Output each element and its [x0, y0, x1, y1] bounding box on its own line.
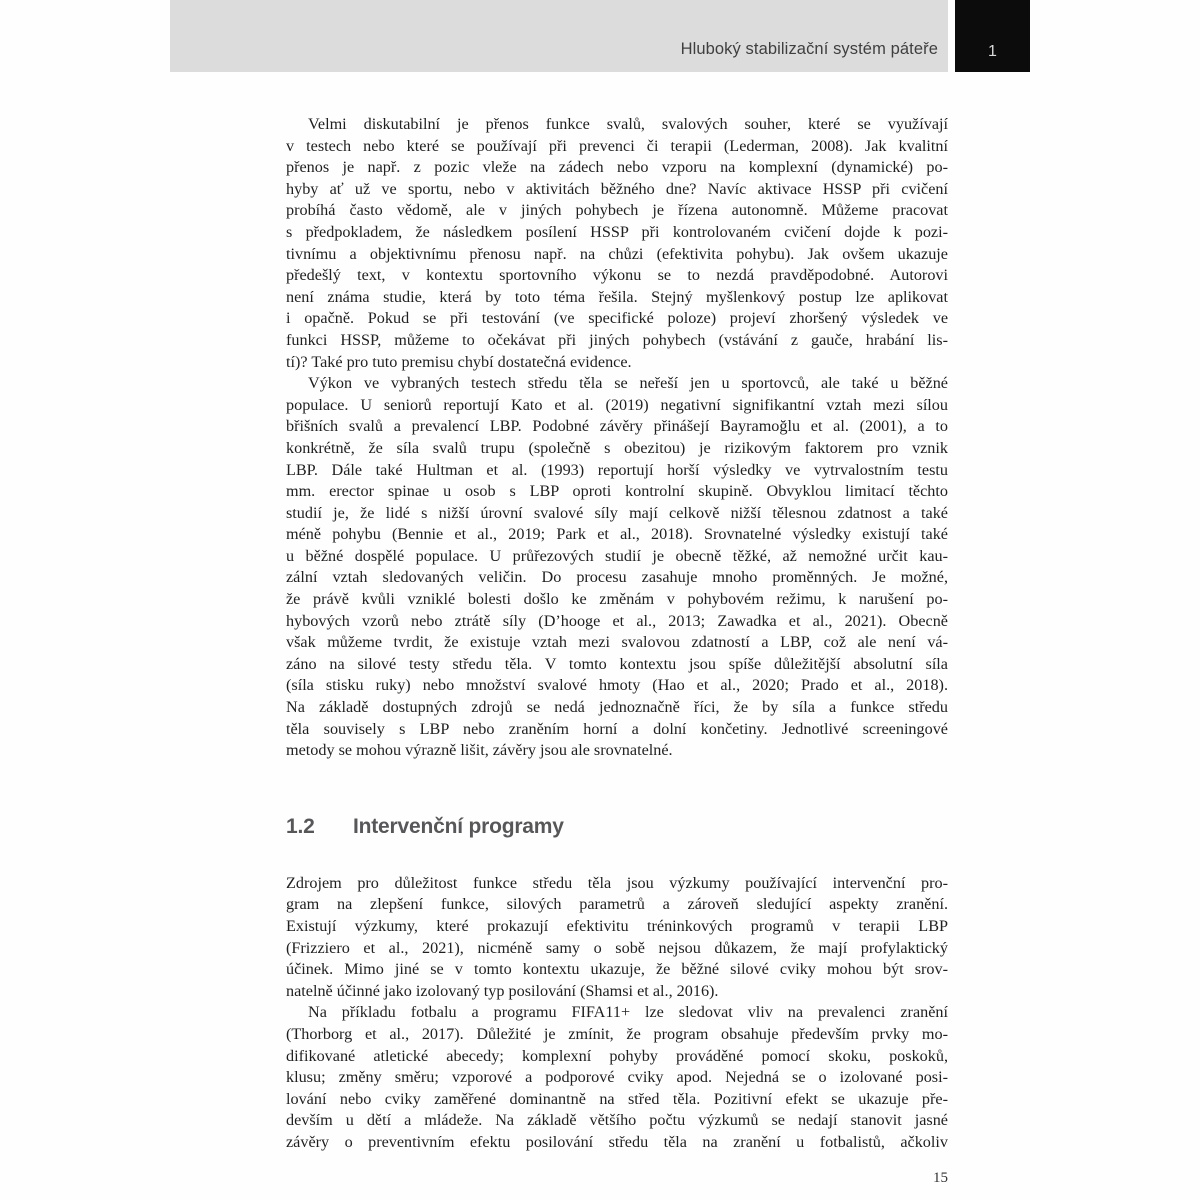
text-line: méně pohybu (Bennie et al., 2019; Park et al., 2018). Srovnatelné výsledky existují také [286, 525, 948, 544]
paragraph [286, 114, 948, 373]
text-line: s předpokladem, že následkem posílení HSSP při kontrolovaném cvičení dojde k pozi- [286, 222, 948, 241]
text-line: metody se mohou výrazně lišit, závěry jsou ale srovnatelné. [286, 741, 673, 760]
page-number: 15 [933, 1170, 948, 1186]
text-line: funkci HSSP, můžeme to očekávat při jiných pohybech (vstávání z gauče, hrabání lis- [286, 330, 948, 349]
text-line: gram na zlepšení funkce, silových parametrů a zároveň sledující aspekty zranění. [286, 895, 948, 914]
text-line: difikované atletické abecedy; komplexní pohyby prováděné pomocí skoku, poskoků, [286, 1046, 948, 1065]
section-heading-title: Intervenční programy [353, 814, 564, 838]
text-line: u běžné dospělé populace. U průřezových studií je obecně těžké, až nemožné určit kau- [286, 546, 948, 565]
text-line: Na základě dostupných zdrojů se nedá jednoznačně říci, že by síla a funkce středu [286, 698, 948, 717]
text-line: předešlý text, v kontextu sportovního výkonu se to nezdá pravděpodobné. Autorovi [286, 266, 948, 285]
text-line: Velmi diskutabilní je přenos funkce svalů, svalových souher, které se využívají [308, 115, 948, 133]
text-line: i opačně. Pokud se při testování (ve specifické poloze) projeví zhoršený výsledek ve [286, 309, 948, 328]
text-line: záno na silové testy středu těla. V tomto kontextu jsou spíše důležitější absolutní síla [286, 654, 948, 673]
text-line: konkrétně, že síla svalů trupu (společně s obezitou) je rizikovým faktorem pro vznik [286, 438, 948, 457]
text-line: (síla stisku ruky) nebo množství svalové hmoty (Hao et al., 2020; Prado et al., 2018). [286, 676, 948, 695]
section-heading [286, 814, 948, 840]
text-line: (Frizziero et al., 2021), nicméně samy o sobě nejsou důkazem, že mají profylaktický [286, 938, 948, 957]
chapter-number-box [955, 0, 1030, 72]
text-line: klusu; změny směru; vzporové a podporové cviky apod. Nejedná se o izolované posi- [286, 1068, 948, 1087]
text-line: zální vztah sledovaných veličin. Do procesu zasahuje mnoho proměnných. Je možné, [286, 568, 948, 587]
text-line: Existují výzkumy, které prokazují efektivitu tréninkových programů v terapii LBP [286, 917, 948, 935]
text-line: hyby ať už ve sportu, nebo v aktivitách běžného dne? Navíc aktivace HSSP při cvičení [286, 179, 948, 198]
text-line: není známa studie, která by toto téma řešila. Stejný myšlenkový postup lze aplikovat [286, 287, 948, 306]
running-header-title: Hluboký stabilizační systém páteře [680, 40, 938, 58]
running-header-bar [170, 0, 948, 72]
text-line: lování nebo cviky zaměřené dominantně na střed těla. Pozitivní efekt se ukazuje pře- [286, 1089, 948, 1108]
text-line: natelně účinné jako izolovaný typ posilování (Shamsi et al., 2016). [286, 981, 719, 1000]
text-line: břišních svalů a prevalencí LBP. Podobné závěry přinášejí Bayramoğlu et al. (2001), a to [286, 417, 948, 436]
text-line: populace. U seniorů reportují Kato et al. (2019) negativní signifikantní vztah mezi sílou [286, 395, 948, 414]
section-heading-number: 1.2 [286, 814, 315, 838]
content-blocks [286, 114, 948, 1154]
text-line: těla souvisely s LBP nebo zraněním horní a dolní končetiny. Jednotlivé screeningové [286, 719, 948, 738]
text-line: že právě kvůli vzniklé bolesti došlo ke změnám v pohybovém režimu, k narušení po- [286, 590, 948, 609]
page-footer [286, 1170, 948, 1187]
text-line: tí)? Také pro tuto premisu chybí dostatečná evidence. [286, 352, 632, 371]
text-line: však můžeme tvrdit, že existuje vztah mezi svalovou zdatností a LBP, což ale není vá- [286, 633, 948, 652]
text-line: hybových vzorů nebo ztrátě síly (D’hooge et al., 2013; Zawadka et al., 2021). Obecně [286, 611, 948, 630]
text-line: v testech nebo které se používají při prevenci či terapii (Lederman, 2008). Jak kvalitní [286, 136, 948, 155]
text-line: přenos je např. z pozic vleže na zádech nebo vzporu na komplexní (dynamické) po- [286, 158, 948, 177]
text-line: Výkon ve vybraných testech středu těla se neřeší jen u sportovců, ale také u běžné [308, 374, 948, 393]
text-line: tivnímu a objektivnímu přenosu např. na chůzi (efektivita pohybu). Jak ovšem ukazuje [286, 244, 948, 263]
text-line: probíhá často vědomě, ale v jiných pohybech je řízena autonomně. Můžeme pracovat [286, 201, 948, 220]
text-line: LBP. Dále také Hultman et al. (1993) reportují horší výsledky ve vytrvalostním testu [286, 460, 948, 479]
text-line: Zdrojem pro důležitost funkce středu těla jsou výzkumy používající intervenční pro- [286, 873, 948, 892]
text-line: studií je, že lidé s nižší úrovní svalové síly mají celkově nižší tělesnou zdatnost a také [286, 503, 948, 522]
paragraph [286, 873, 948, 1003]
text-line: Na příkladu fotbalu a programu FIFA11+ lze sledovat vliv na prevalenci zranění [308, 1003, 948, 1022]
chapter-number: 1 [988, 43, 997, 60]
text-line: závěry o preventivním efektu posilování středu těla na zranění u fotbalistů, ačkoliv [286, 1132, 948, 1151]
text-line: mm. erector spinae u osob s LBP oproti kontrolní skupině. Obvyklou limitací těchto [286, 482, 948, 501]
paragraph [286, 373, 948, 762]
text-line: devším u dětí a mládeže. Na základě většího počtu výzkumů se nedají stanovit jasné [286, 1111, 948, 1130]
text-line: účinek. Mimo jiné se v tomto kontextu ukazuje, že běžné silové cviky mohou být srov- [286, 960, 948, 979]
paragraph [286, 1002, 948, 1153]
text-line: (Thorborg et al., 2017). Důležité je zmínit, že program obsahuje především prvky mo- [286, 1024, 948, 1043]
